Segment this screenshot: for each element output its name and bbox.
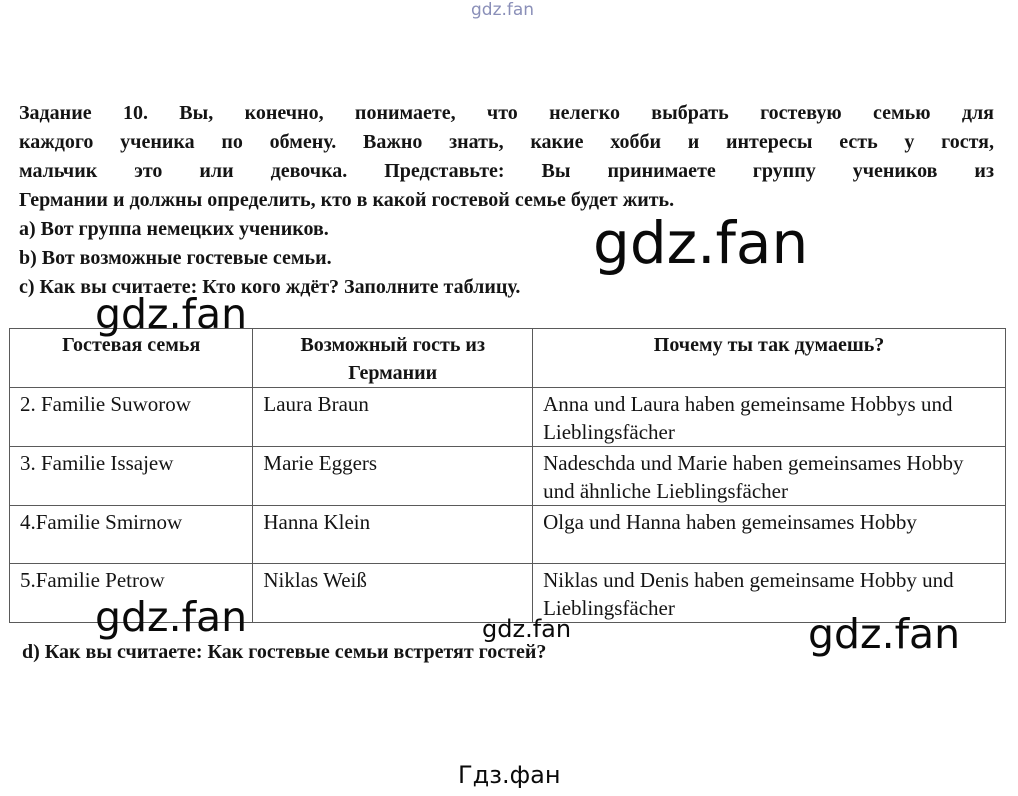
cell-guest: Hanna Klein — [253, 506, 533, 564]
cell-reason: Niklas und Denis haben gemeinsame Hobby und Lieblingsfächer — [533, 564, 1006, 623]
header-family: Гостевая семья — [10, 329, 253, 388]
watermark-top: gdz.fan — [471, 0, 535, 20]
task-text — [19, 99, 994, 302]
task-item-b: b) Вот возможные гостевые семьи. — [19, 247, 332, 269]
header-guest: Возможный гость из Германии — [253, 329, 533, 388]
cell-guest: Laura Braun — [253, 388, 533, 447]
task-line-1: Задание 10. Вы, конечно, понимаете, что нелегко выбрать гостевую семью для — [19, 102, 994, 124]
bottom-caption: Гдз.фан — [458, 761, 561, 789]
cell-reason: Nadeschda und Marie haben gemeinsames Hobby und ähnliche Lieblingsfächer — [533, 447, 1006, 506]
watermark-right: gdz.fan — [808, 610, 961, 658]
cell-family: 5.Familie Petrow — [10, 564, 253, 623]
table-row — [10, 447, 1006, 506]
cell-guest: Niklas Weiß — [253, 564, 533, 623]
table-row — [10, 506, 1006, 564]
task-line-2: каждого ученика по обмену. Важно знать, какие хобби и интересы есть у гостя, — [19, 131, 994, 153]
cell-family: 4.Familie Smirnow — [10, 506, 253, 564]
cell-reason: Olga und Hanna haben gemeinsames Hobby — [533, 506, 1006, 564]
task-item-a: а) Вот группа немецких учеников. — [19, 218, 329, 240]
table-row — [10, 388, 1006, 447]
task-item-c: с) Как вы считаете: Кто кого ждёт? Заполните таблицу. — [19, 276, 521, 298]
task-line-4: Германии и должны определить, кто в какой гостевой семье будет жить. — [19, 189, 675, 211]
question-d: d) Как вы считаете: Как гостевые семьи встретят гостей? — [22, 641, 547, 663]
watermark-left-upper: gdz.fan — [95, 290, 248, 338]
cell-guest: Marie Eggers — [253, 447, 533, 506]
cell-family: 3. Familie Issajew — [10, 447, 253, 506]
guest-family-table — [9, 328, 1006, 623]
watermark-middle: gdz.fan — [482, 615, 572, 643]
header-reason: Почему ты так думаешь? — [533, 329, 1006, 388]
cell-reason: Anna und Laura haben gemeinsame Hobbys und Lieblingsfächer — [533, 388, 1006, 447]
cell-family: 2. Familie Suworow — [10, 388, 253, 447]
watermark-large: gdz.fan — [593, 209, 809, 277]
task-line-3: мальчик это или девочка. Представьте: Вы принимаете группу учеников из — [19, 160, 994, 182]
watermark-left-lower: gdz.fan — [95, 593, 248, 641]
